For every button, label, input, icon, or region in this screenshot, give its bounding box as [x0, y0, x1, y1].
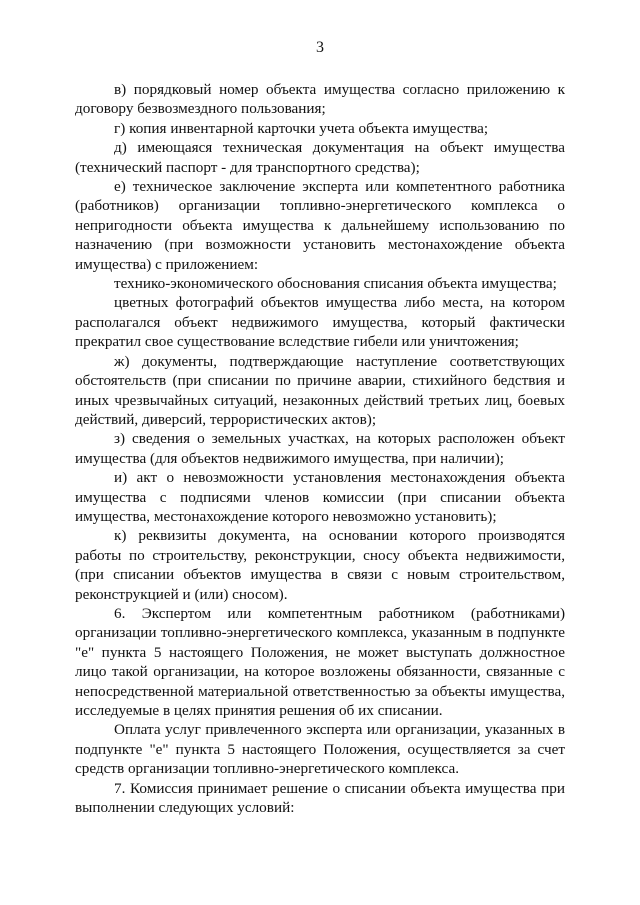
paragraph-item-zh: ж) документы, подтверждающие наступление соответствующих обстоятельств (при списании по причине аварии, стихийного бедствия и иных чрезвычайных ситуаций, незаконных действий третьих лиц, боевых действий, диверсий, террористических актов);	[75, 352, 565, 428]
paragraph-attachment-photos: цветных фотографий объектов имущества либо места, на котором располагался объект недвижимого имущества, который фактически прекратил свое существование вследствие гибели или уничтожения;	[75, 294, 565, 351]
paragraph-item-g: г) копия инвентарной карточки учета объекта имущества;	[114, 119, 489, 137]
paragraph-attachment-economic: технико-экономического обоснования списания объекта имущества;	[114, 275, 557, 293]
paragraph-item-v: в) порядковый номер объекта имущества согласно приложению к договору безвозмездного пользования;	[75, 81, 565, 118]
paragraph-clause-7: 7. Комиссия принимает решение о списании объекта имущества при выполнении следующих условий:	[75, 779, 565, 817]
page-number: 3	[316, 39, 324, 56]
document-body	[75, 80, 565, 817]
paragraph-clause-6: 6. Экспертом или компетентным работником (работниками) организации топливно-энергетического комплекса, указанным в подпункте "е" пункта 5 настоящего Положения, не может выступать должностное лицо такой организации, на которое возложены обязанности, связанные с непосредственной материальной ответственностью за объекты имущества, исследуемые в целях принятия решения об их списании.	[75, 604, 565, 719]
paragraph-item-e: е) техническое заключение эксперта или компетентного работника (работников) организации топливно-энергетического комплекса о непригодности объекта имущества к дальнейшему использованию по назначению (при возможности установить местонахождение объекта имущества) с приложением:	[75, 178, 565, 273]
paragraph-item-z: з) сведения о земельных участках, на которых расположен объект имущества (для объектов недвижимого имущества, при наличии);	[75, 430, 565, 467]
paragraph-item-i: и) акт о невозможности установления местонахождения объекта имущества с подписями членов комиссии (при списании объекта имущества, местонахождение которого невозможно установить);	[75, 469, 565, 525]
paragraph-item-k: к) реквизиты документа, на основании которого производятся работы по строительству, реконструкции, сносу объекта недвижимости, (при списании объектов имущества в связи с новым строительством, реконструкцией и (или) сносом).	[75, 527, 565, 603]
paragraph-payment: Оплата услуг привлеченного эксперта или организации, указанных в подпункте "е" пункта 5 настоящего Положения, осуществляется за счет средств организации топливно-энергетического комплекса.	[75, 721, 565, 778]
paragraph-item-d: д) имеющаяся техническая документация на объект имущества (технический паспорт - для транспортного средства);	[75, 139, 565, 176]
